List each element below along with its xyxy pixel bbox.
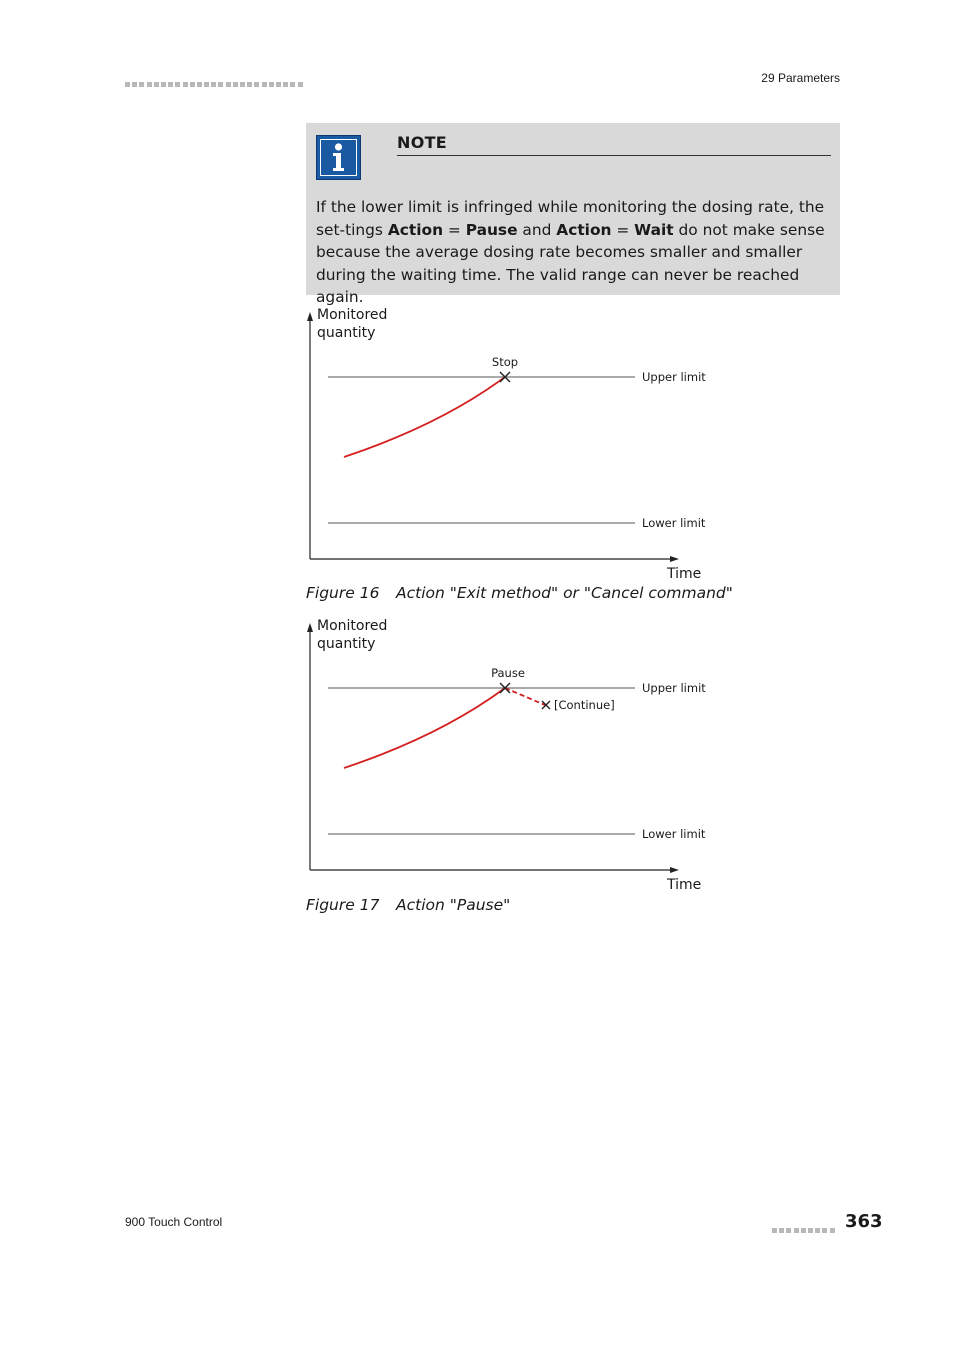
y-axis-label-2: quantity (317, 636, 376, 652)
y-axis-arrow (307, 312, 313, 321)
upper-limit-label: Upper limit (642, 681, 706, 695)
y-axis-label-1: Monitored (317, 618, 388, 634)
footer-decoration (772, 1218, 842, 1226)
chapter-title: 29 Parameters (761, 71, 840, 85)
x-axis-label: Time (667, 877, 702, 893)
page-number: 363 (845, 1211, 883, 1232)
continue-label: [Continue] (554, 698, 615, 712)
pause-label: Pause (491, 666, 525, 680)
note-title: NOTE (397, 133, 831, 156)
header-decoration (125, 72, 307, 80)
monitored-curve (344, 377, 505, 457)
lower-limit-label: Lower limit (642, 827, 706, 841)
x-axis-arrow (670, 556, 679, 562)
figure-16-number: Figure 16 (306, 584, 380, 602)
lower-limit-label: Lower limit (642, 516, 706, 530)
x-axis-label: Time (667, 566, 702, 582)
figure-17-number: Figure 17 (306, 896, 380, 914)
figure-17-text: Action "Pause" (396, 896, 511, 914)
figure-16-diagram (300, 305, 720, 595)
monitored-curve (344, 688, 505, 768)
y-axis-label-2: quantity (317, 325, 376, 341)
figure-16-text: Action "Exit method" or "Cancel command" (396, 584, 733, 602)
y-axis-label-1: Monitored (317, 307, 388, 323)
note-text: If the lower limit is infringed while monitoring the dosing rate, the set-tings Action = Pause and Action = Wait do not make sense because the average dosing rate becomes smaller and smaller during the waiting time. The valid range can never be reached again. (316, 198, 825, 306)
note-box (306, 123, 840, 306)
upper-limit-label: Upper limit (642, 370, 706, 384)
stop-label: Stop (491, 355, 519, 369)
figure-17-diagram (300, 616, 720, 906)
footer-title: 900 Touch Control (125, 1215, 223, 1229)
figure-17-caption (306, 896, 510, 914)
pause-dashed-curve (505, 688, 545, 705)
figure-16-caption (306, 584, 733, 602)
info-icon (316, 135, 361, 180)
y-axis-arrow (307, 623, 313, 632)
x-axis-arrow (670, 867, 679, 873)
